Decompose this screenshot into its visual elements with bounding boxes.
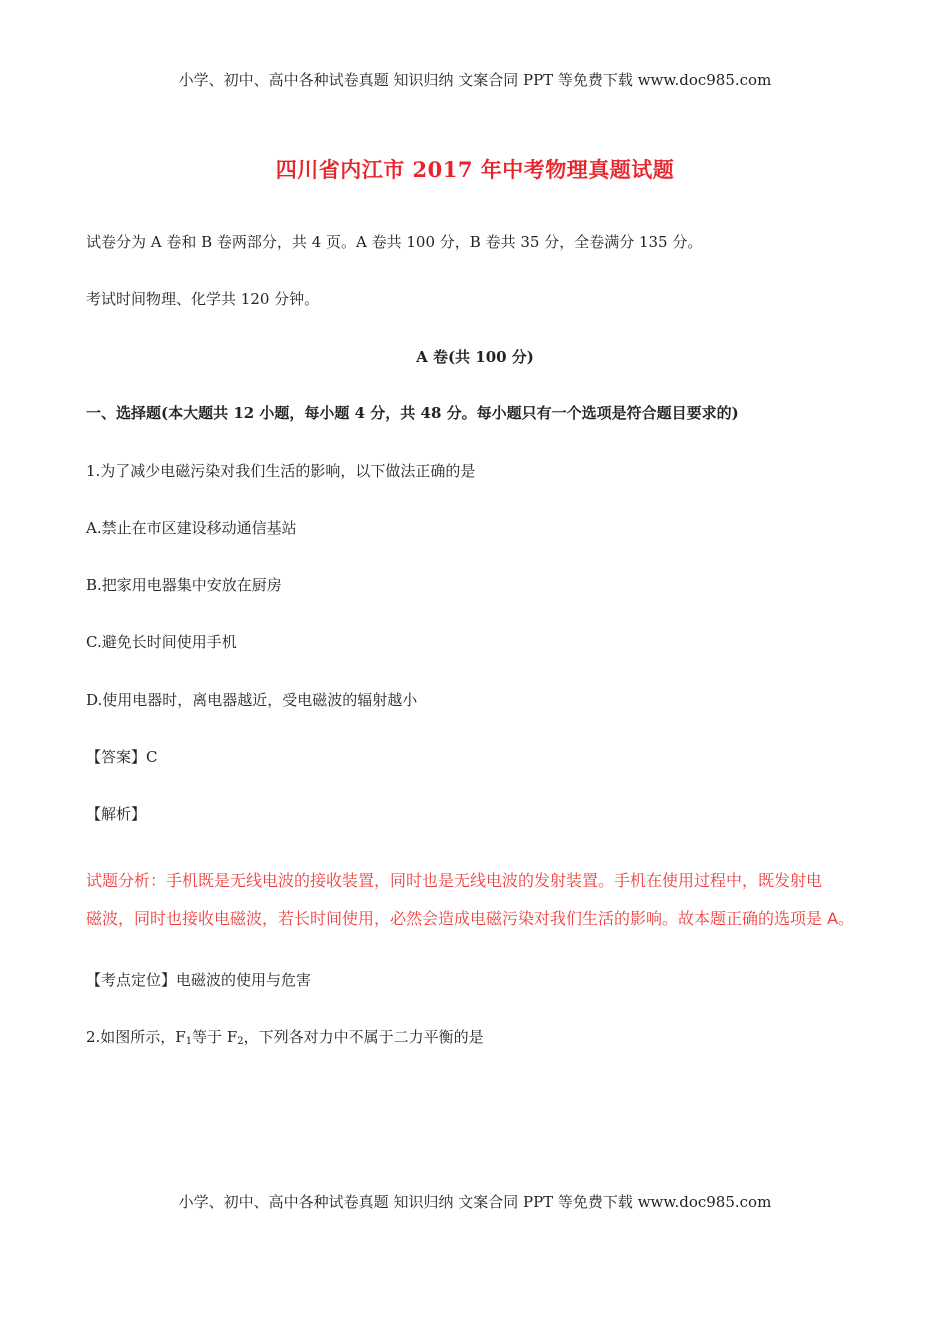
- question-2-stem-suffix: ，下列各对力中不属于二力平衡的是: [243, 1028, 484, 1046]
- section-a-title: A 卷(共 100 分): [416, 348, 534, 366]
- question-2-stem-mid: 等于 F: [192, 1028, 238, 1046]
- question-1-analysis-line-2: 磁波，同时也接收电磁波，若长时间使用，必然会造成电磁污染对我们生活的影响。故本题正确的选项是 A。: [86, 909, 855, 928]
- question-1-answer: 【答案】C: [86, 748, 158, 766]
- question-1-option-b: B.把家用电器集中安放在厨房: [86, 576, 282, 594]
- page-footer: 小学、初中、高中各种试卷真题 知识归纳 文案合同 PPT 等免费下载 www.doc985.com: [178, 1193, 772, 1211]
- force-2-subscript: 2: [237, 1036, 244, 1047]
- question-1-analysis-line-1: 试题分析：手机既是无线电波的接收装置，同时也是无线电波的发射装置。手机在使用过程中，既发射电: [86, 871, 823, 890]
- part1-heading: 一、选择题(本大题共 12 小题，每小题 4 分，共 48 分。每小题只有一个选项是符合题目要求的): [86, 404, 739, 422]
- question-1-topic: 【考点定位】电磁波的使用与危害: [86, 971, 312, 989]
- question-2-stem: [86, 1027, 484, 1052]
- question-1-analysis-label: 【解析】: [86, 805, 147, 823]
- page-header: 小学、初中、高中各种试卷真题 知识归纳 文案合同 PPT 等免费下载 www.doc985.com: [178, 71, 772, 89]
- page-title: 四川省内江市 2017 年中考物理真题试题: [275, 157, 675, 182]
- question-1-option-d: D.使用电器时，离电器越近，受电磁波的辐射越小: [86, 691, 418, 709]
- intro-line-2: 考试时间物理、化学共 120 分钟。: [86, 290, 320, 308]
- question-1-option-c: C.避免长时间使用手机: [86, 633, 237, 651]
- question-2-stem-prefix: 2.如图所示，F: [86, 1028, 186, 1046]
- question-1-option-a: A.禁止在市区建设移动通信基站: [86, 519, 297, 537]
- question-1-stem: 1.为了减少电磁污染对我们生活的影响，以下做法正确的是: [86, 462, 476, 480]
- force-1-subscript: 1: [185, 1036, 193, 1047]
- intro-line-1: 试卷分为 A 卷和 B 卷两部分，共 4 页。A 卷共 100 分，B 卷共 35 分，全卷满分 135 分。: [86, 233, 703, 251]
